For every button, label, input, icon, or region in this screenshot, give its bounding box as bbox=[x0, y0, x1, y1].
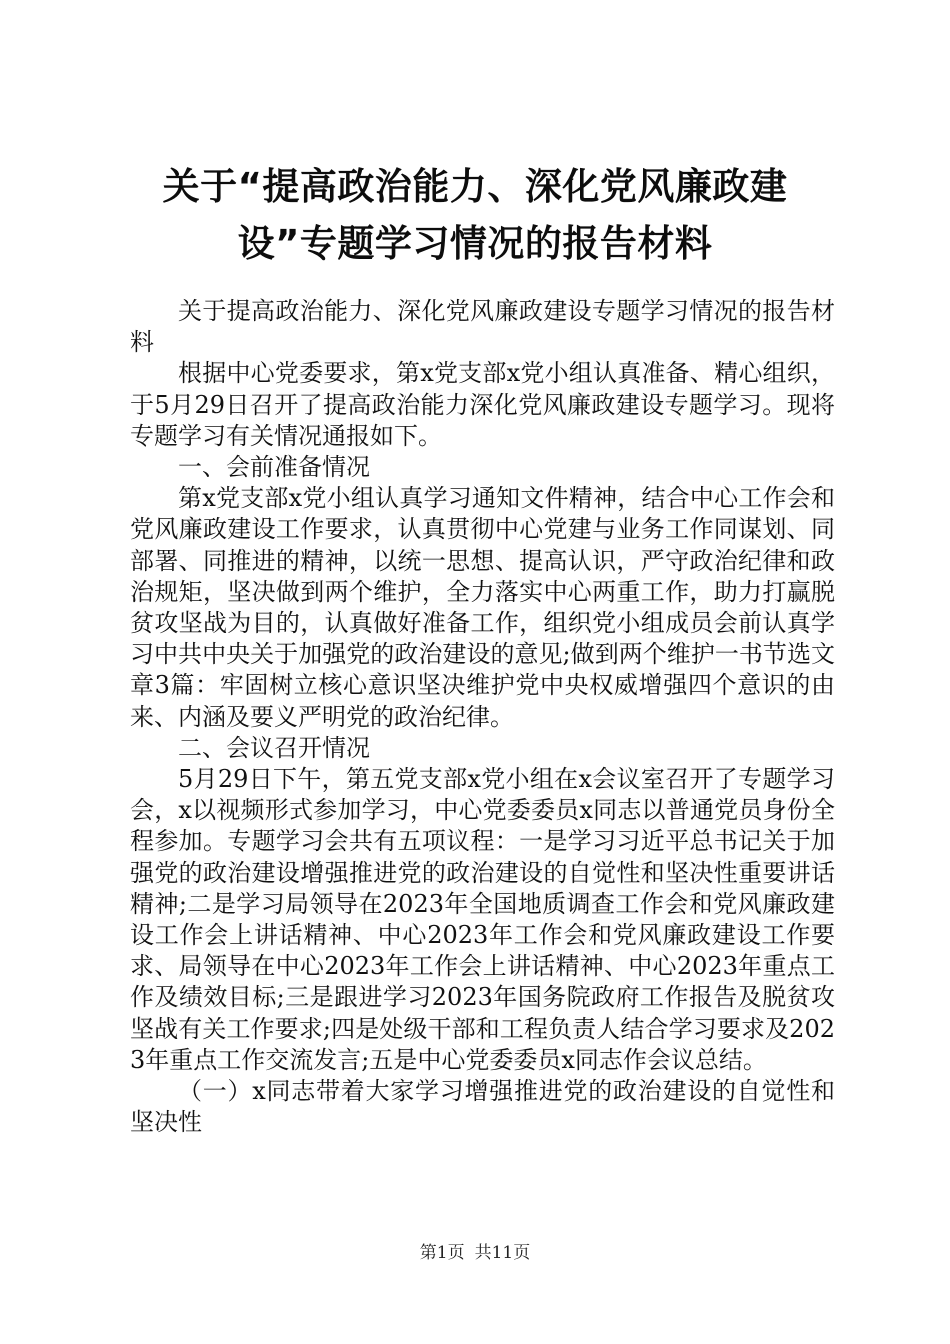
preparation-paragraph: 第x党支部x党小组认真学习通知文件精神，结合中心工作会和党风廉政建设工作要求，认真贯彻中心党建与业务工作同谋划、同部署、同推进的精神，以统一思想、提高认识，严守政治纪律和政治规矩，坚决做到两个维护，全力落实中心两重工作，助力打赢脱贫攻坚战为目的，认真做好准备工作，组织党小组成员会前认真学习中共中央关于加强党的政治建设的意见;做到两个维护一书节选文章3篇：牢固树立核心意识坚决维护党中央权威增强四个意识的由来、内涵及要义严明党的政治纪律。 bbox=[130, 484, 835, 731]
background-paragraph: 根据中心党委要求，第x党支部x党小组认真准备、精心组织，于5月29日召开了提高政治能力深化党风廉政建设专题学习。现将专题学习有关情况通报如下。 bbox=[130, 359, 835, 450]
page-number: 第1页 bbox=[419, 1243, 465, 1263]
intro-paragraph: 关于提高政治能力、深化党风廉政建设专题学习情况的报告材料 bbox=[130, 297, 835, 357]
section-heading-preparation: 一、会前准备情况 bbox=[178, 453, 370, 482]
page-footer bbox=[0, 1242, 950, 1264]
section-heading-meeting: 二、会议召开情况 bbox=[178, 733, 370, 762]
meeting-paragraph: 5月29日下午，第五党支部x党小组在x会议室召开了专题学习会，x以视频形式参加学习，中心党委委员x同志以普通党员身份全程参加。专题学习会共有五项议程：一是学习习近平总书记关于加强党的政治建设增强推进党的政治建设的自觉性和坚决性重要讲话精神;二是学习局领导在2023年全国地质调查工作会和党风廉政建设工作会上讲话精神、中心2023年工作会和党风廉政建设工作要求、局领导在中心2023年工作会上讲话精神、中心2023年重点工作及绩效目标;三是跟进学习2023年国务院政府工作报告及脱贫攻坚战有关工作要求;四是处级干部和工程负责人结合学习要求及2023年重点工作交流发言;五是中心党委委员x同志作会议总结。 bbox=[130, 765, 835, 1074]
document-body bbox=[130, 296, 835, 1138]
subsection-heading-one: （一）x同志带着大家学习增强推进党的政治建设的自觉性和坚决性 bbox=[130, 1077, 835, 1137]
page-total: 共11页 bbox=[474, 1243, 531, 1263]
document-title: 关于“提高政治能力、深化党风廉政建设”专题学习情况的报告材料 bbox=[162, 165, 788, 265]
